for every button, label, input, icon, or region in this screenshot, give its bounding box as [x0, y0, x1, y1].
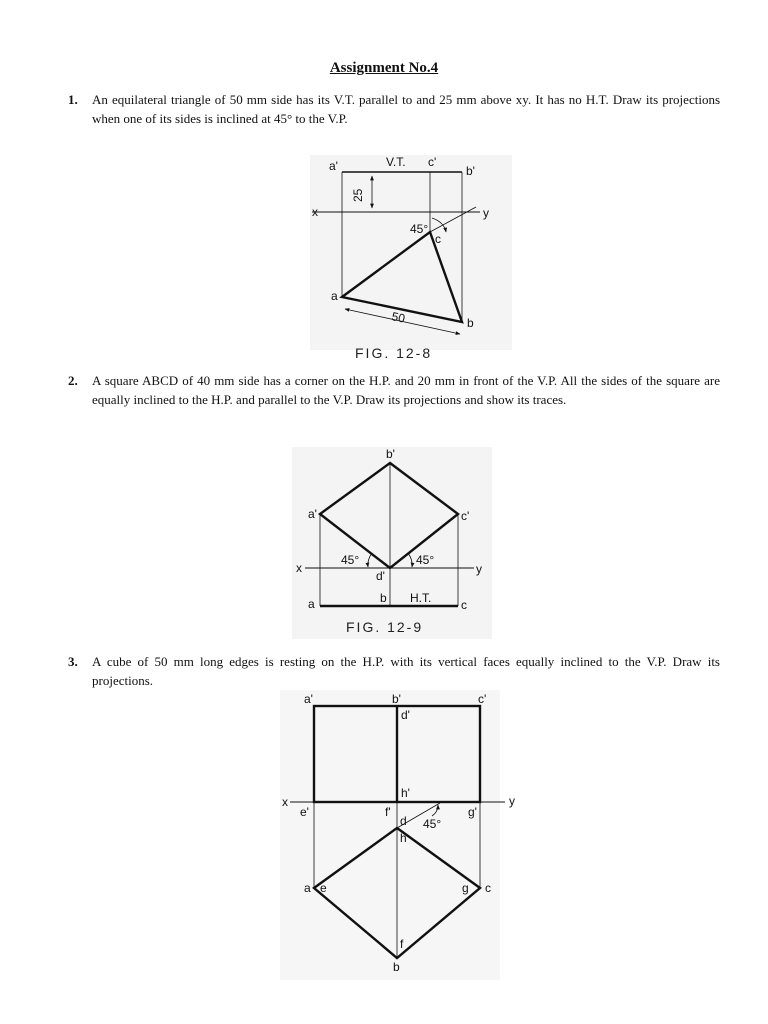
- label-ht: H.T.: [410, 591, 432, 605]
- label-c-prime: c': [461, 509, 470, 523]
- label-angle-right: 45°: [416, 553, 435, 567]
- label-dim-25: 25: [351, 188, 365, 202]
- label-a-prime: a': [308, 507, 317, 521]
- label-e: e: [320, 881, 327, 895]
- page-title: Assignment No.4: [329, 60, 439, 76]
- figure-caption: FIG. 12-8: [355, 345, 433, 361]
- label-e-prime: e': [300, 805, 309, 819]
- label-angle: 45°: [423, 817, 442, 831]
- label-g: g: [462, 881, 469, 895]
- label-a: a: [308, 597, 315, 611]
- label-y: y: [476, 562, 482, 576]
- label-h-prime: h': [401, 786, 410, 800]
- label-c: c: [461, 598, 467, 612]
- figure-background: [310, 155, 512, 350]
- label-c-prime: c': [478, 692, 487, 706]
- question-text: A square ABCD of 40 mm side has a corner on the H.P. and 20 mm in front of the V.P. All the sides of the square are equally inclined to the H.P. and parallel to the V.P. Draw its projections and show its traces.: [92, 373, 720, 407]
- question-number: 1.: [68, 92, 78, 107]
- label-g-prime: g': [468, 805, 477, 819]
- question-number: 3.: [68, 654, 78, 669]
- label-d: d: [400, 814, 407, 828]
- label-b-prime: b': [392, 692, 401, 706]
- label-y: y: [509, 794, 515, 808]
- question-text: An equilateral triangle of 50 mm side has its V.T. parallel to and 25 mm above xy. It has no H.T. Draw its projections when one of its sides is inclined at 45° to the V.P.: [92, 92, 720, 126]
- label-c: c: [485, 881, 491, 895]
- label-a-prime: a': [329, 159, 338, 173]
- label-c-prime: c': [428, 155, 437, 169]
- label-a: a: [304, 881, 311, 895]
- label-h: h: [400, 831, 407, 845]
- figure-cube: [280, 690, 505, 980]
- label-a: a: [331, 289, 338, 303]
- label-angle-left: 45°: [341, 553, 360, 567]
- label-c: c: [435, 232, 441, 246]
- label-a-prime: a': [304, 692, 313, 706]
- label-b-prime: b': [386, 447, 395, 461]
- label-x: x: [282, 795, 288, 809]
- label-d-prime: d': [376, 569, 385, 583]
- label-angle: 45°: [410, 222, 429, 236]
- label-d-prime: d': [401, 708, 410, 722]
- label-f-prime: f': [385, 805, 391, 819]
- label-dim-50: 50: [390, 309, 407, 326]
- label-x: x: [312, 205, 318, 219]
- label-b: b: [467, 316, 474, 330]
- question-number: 2.: [68, 373, 78, 388]
- label-b-prime: b': [466, 164, 475, 178]
- label-vt: V.T.: [386, 155, 406, 169]
- label-x: x: [296, 561, 302, 575]
- label-b: b: [380, 591, 387, 605]
- label-y: y: [483, 206, 489, 220]
- figure-caption: FIG. 12-9: [346, 619, 424, 635]
- label-b: b: [393, 960, 400, 974]
- question-text: A cube of 50 mm long edges is resting on the H.P. with its vertical faces equally inclined to the V.P. Draw its projections.: [92, 654, 720, 688]
- label-f: f: [400, 937, 404, 951]
- figure-12-8: [310, 155, 512, 350]
